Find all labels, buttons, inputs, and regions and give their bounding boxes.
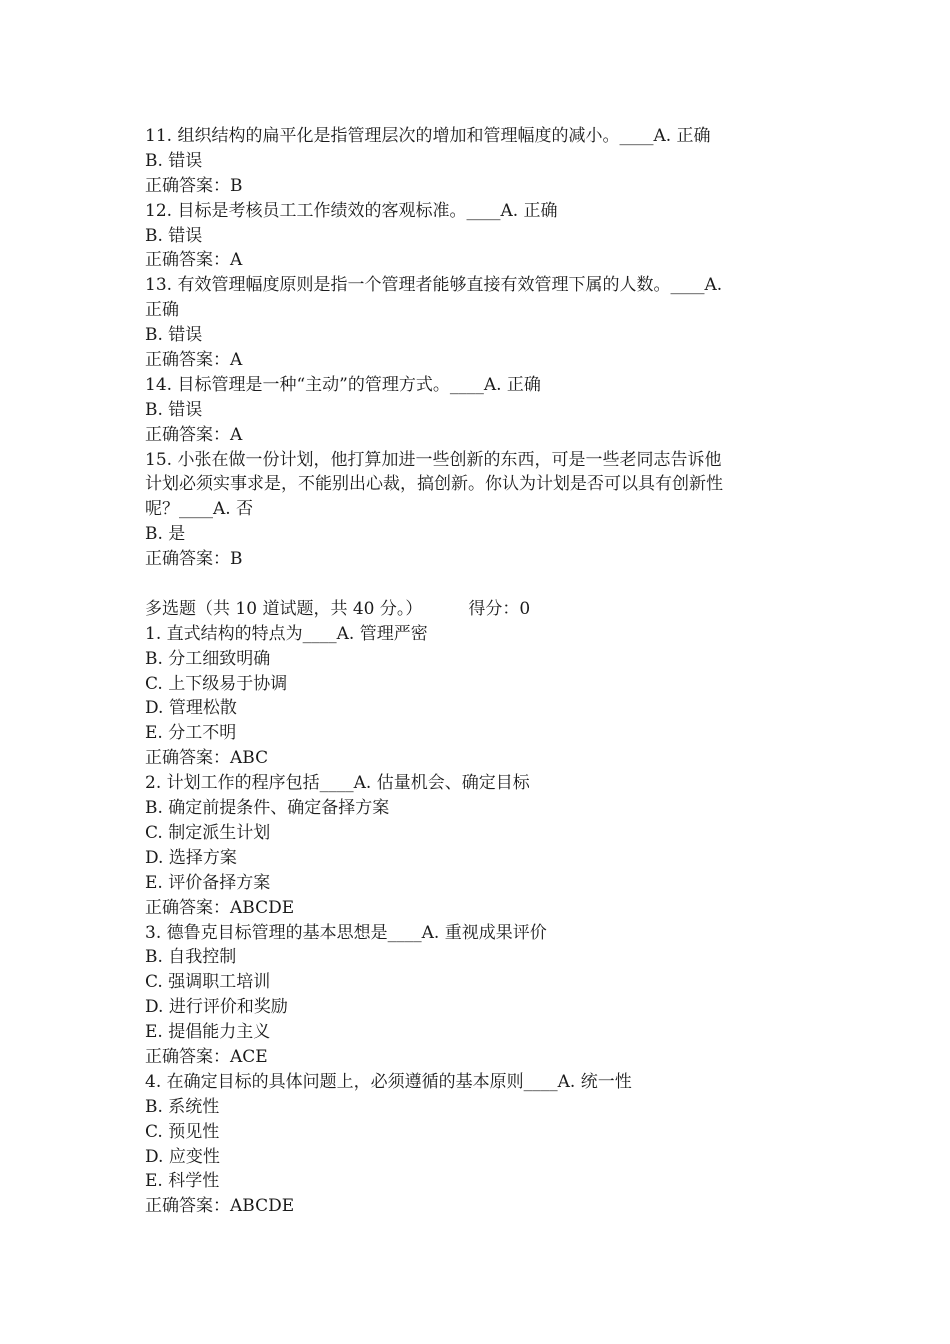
- question-line: B. 错误: [145, 225, 203, 246]
- correct-answer: 正确答案：A: [145, 350, 243, 371]
- question-line: D. 进行评价和奖励: [145, 997, 288, 1018]
- question-item: [145, 1070, 805, 1219]
- question-line: C. 预见性: [145, 1121, 220, 1142]
- section-score: 得分：0: [468, 598, 531, 619]
- question-line: B. 错误: [145, 399, 203, 420]
- question-line: D. 选择方案: [145, 847, 237, 868]
- question-line: D. 管理松散: [145, 698, 237, 719]
- section-title: 多选题（共 10 道试题，共 40 分。）: [145, 598, 423, 619]
- question-line: D. 应变性: [145, 1146, 220, 1167]
- true-false-questions: [145, 124, 805, 572]
- question-text: 13. 有效管理幅度原则是指一个管理者能够直接有效管理下属的人数。____A.: [145, 275, 723, 296]
- question-line: B. 是: [145, 524, 186, 545]
- question-text: 12. 目标是考核员工工作绩效的客观标准。____A. 正确: [145, 200, 558, 221]
- question-line: E. 提倡能力主义: [145, 1022, 271, 1043]
- question-item: [145, 373, 805, 448]
- multi-choice-section-header: [145, 597, 805, 622]
- question-text: 3. 德鲁克目标管理的基本思想是____A. 重视成果评价: [145, 922, 547, 943]
- question-item: [145, 771, 805, 920]
- question-item: [145, 448, 805, 572]
- question-line: C. 制定派生计划: [145, 822, 271, 843]
- question-line: B. 系统性: [145, 1096, 220, 1117]
- question-line: E. 分工不明: [145, 723, 237, 744]
- question-line: B. 错误: [145, 325, 203, 346]
- question-text: 4. 在确定目标的具体问题上，必须遵循的基本原则____A. 统一性: [145, 1071, 632, 1092]
- question-item: [145, 273, 805, 373]
- correct-answer: 正确答案：B: [145, 549, 243, 570]
- question-line: C. 上下级易于协调: [145, 673, 288, 694]
- question-line: B. 自我控制: [145, 947, 237, 968]
- multi-choice-questions: [145, 622, 805, 1219]
- question-line: 呢？____A. 否: [145, 499, 254, 520]
- question-line: C. 强调职工培训: [145, 972, 271, 993]
- correct-answer: 正确答案：ABC: [145, 748, 269, 769]
- question-line: E. 科学性: [145, 1171, 220, 1192]
- question-line: 正确: [145, 300, 179, 321]
- question-line: E. 评价备择方案: [145, 872, 271, 893]
- question-line: B. 确定前提条件、确定备择方案: [145, 798, 390, 819]
- question-text: 15. 小张在做一份计划，他打算加进一些创新的东西，可是一些老同志告诉他: [145, 449, 722, 470]
- question-item: [145, 199, 805, 274]
- question-text: 2. 计划工作的程序包括____A. 估量机会、确定目标: [145, 773, 530, 794]
- correct-answer: 正确答案：ABCDE: [145, 897, 295, 918]
- document-page: [145, 124, 805, 1219]
- correct-answer: 正确答案：A: [145, 250, 243, 271]
- section-spacer: [145, 572, 805, 597]
- correct-answer: 正确答案：B: [145, 175, 243, 196]
- correct-answer: 正确答案：ABCDE: [145, 1196, 295, 1217]
- question-line: B. 错误: [145, 150, 203, 171]
- correct-answer: 正确答案：ACE: [145, 1046, 268, 1067]
- question-item: [145, 124, 805, 199]
- correct-answer: 正确答案：A: [145, 424, 243, 445]
- question-item: [145, 622, 805, 771]
- question-text: 11. 组织结构的扁平化是指管理层次的增加和管理幅度的减小。____A. 正确: [145, 126, 711, 146]
- question-text: 1. 直式结构的特点为____A. 管理严密: [145, 623, 428, 644]
- question-item: [145, 921, 805, 1070]
- question-text: 14. 目标管理是一种“主动”的管理方式。____A. 正确: [145, 374, 541, 395]
- question-line: B. 分工细致明确: [145, 648, 271, 669]
- question-line: 计划必须实事求是，不能别出心裁，搞创新。你认为计划是否可以具有创新性: [145, 474, 723, 495]
